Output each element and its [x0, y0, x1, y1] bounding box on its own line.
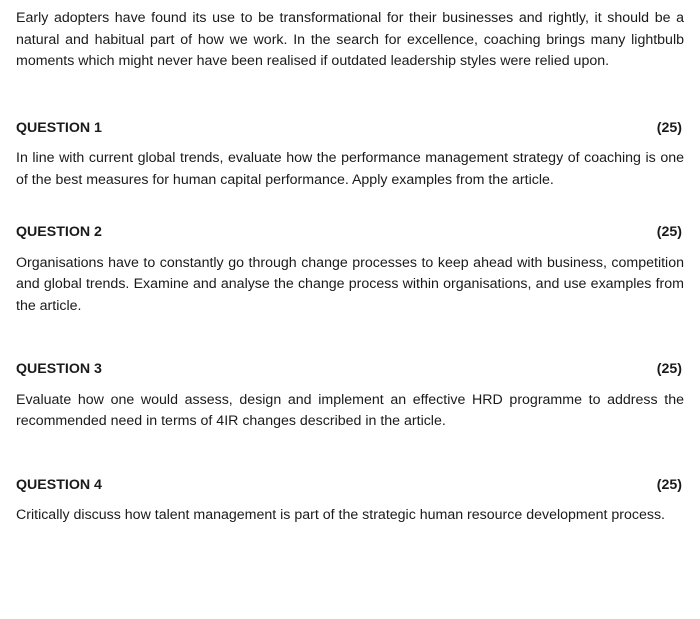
question-heading: QUESTION 3: [16, 361, 102, 377]
question-text: Critically discuss how talent management is part of the strategic human resource development process.: [16, 507, 665, 523]
question-marks: (25): [656, 361, 682, 377]
intro-paragraph: Early adopters have found its use to be transformational for their businesses and rightly, it should be a natural and habitual part of how we work. In the search for excellence, coaching brings many lightbulb moments which might never have been realised if outdated leadership styles were relied upon.: [16, 10, 684, 69]
question-4: [16, 475, 684, 527]
question-3: [16, 359, 684, 433]
question-heading: QUESTION 1: [16, 119, 102, 136]
question-header: [16, 475, 684, 497]
question-text: Evaluate how one would assess, design and implement an effective HRD programme to address the recommended need in terms of 4IR changes described in the article.: [16, 391, 684, 429]
question-2: [16, 222, 684, 317]
question-header: [16, 222, 684, 244]
question-text: Organisations have to constantly go through change processes to keep ahead with business, competition and global trends. Examine and analyse the change process within organisations, and use examples from the article.: [16, 254, 684, 314]
question-text: In line with current global trends, evaluate how the performance management strategy of coaching is one of the best measures for human capital performance. Apply examples from the article.: [16, 150, 684, 188]
question-marks: (25): [656, 476, 682, 493]
question-header: [16, 359, 684, 381]
question-heading: QUESTION 2: [16, 224, 102, 240]
question-marks: (25): [656, 119, 682, 136]
question-marks: (25): [656, 224, 682, 240]
question-heading: QUESTION 4: [16, 476, 102, 493]
question-1: [16, 118, 684, 192]
question-header: [16, 118, 684, 140]
